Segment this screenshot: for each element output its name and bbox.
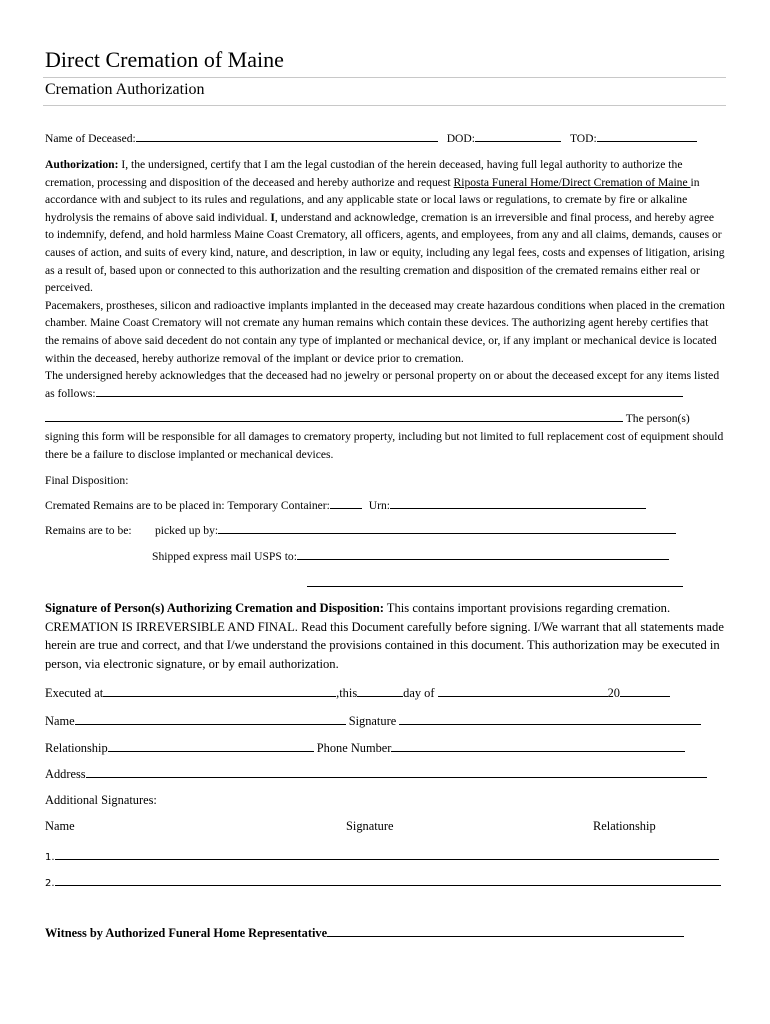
phone-field[interactable] bbox=[391, 740, 685, 752]
executed-label: Executed at bbox=[45, 686, 104, 700]
year-label: 20 bbox=[607, 686, 620, 700]
day-of-label: day of bbox=[403, 686, 435, 700]
page-title: Direct Cremation of Maine bbox=[45, 47, 284, 72]
authorization-bold-i: I bbox=[270, 210, 275, 224]
deceased-row bbox=[45, 130, 697, 148]
provider-name: Riposta Funeral Home/Direct Cremation of Maine bbox=[453, 175, 691, 189]
authorization-paragraph bbox=[45, 156, 725, 402]
additional-signatures-label: Additional Signatures: bbox=[45, 793, 157, 807]
column-signature-label: Signature bbox=[346, 819, 394, 833]
jewelry-text: The undersigned hereby acknowledges that the deceased had no jewelry or personal property on or about the deceased except for any items listed as follows: bbox=[45, 369, 720, 400]
executed-at-field[interactable] bbox=[103, 685, 336, 697]
name-field[interactable] bbox=[75, 713, 346, 725]
subtitle-divider bbox=[43, 105, 726, 106]
year-field[interactable] bbox=[620, 685, 670, 697]
phone-label: Phone Number bbox=[316, 741, 392, 755]
address-field[interactable] bbox=[86, 766, 707, 778]
picked-up-field[interactable] bbox=[218, 522, 676, 534]
additional-row-2 bbox=[45, 873, 721, 891]
deceased-name-field[interactable] bbox=[136, 130, 438, 142]
address-row bbox=[45, 766, 707, 782]
additional-row-1 bbox=[45, 847, 719, 865]
additional-signature-field-2[interactable] bbox=[55, 876, 721, 886]
picked-up-row bbox=[155, 522, 676, 540]
placed-label: Cremated Remains are to be placed in: Temporary Container: bbox=[45, 499, 330, 512]
row-2-number: 2. bbox=[45, 878, 55, 889]
authorization-text-3: , understand and acknowledge, cremation is an irreversible and final process, and hereby agree to indemnify, defend, and hold harmless Maine Coast Crematory, all officers, agents, and employees, from any and all claims, demands, causes or causes of action, and suits of every kind, nature, and description, in law or equity, including any legal fees, costs and expenses of litigation, arising as a result of, based upon or connected to this authorization and the resulting cremation and disposition of the cremated remains either real or perceived. bbox=[45, 210, 725, 295]
remains-label: Remains are to be: bbox=[45, 524, 132, 537]
pacemakers-text: Pacemakers, prostheses, silicon and radioactive implants implanted in the deceased may create hazardous conditions when placed in the cremation chamber. Maine Coast Crematory will not cremate any human remains which contain these devices. The authorizing agent hereby certifies that the remains of above said decedent do not contain any type of implanted or mechanical device, or, if any implant or mechanical device is located within the deceased, hereby authorize removal of the implant or device prior to cremation. bbox=[45, 298, 725, 365]
relationship-row bbox=[45, 740, 685, 756]
tod-label: TOD: bbox=[569, 132, 597, 145]
relationship-field[interactable] bbox=[108, 740, 314, 752]
signature-field[interactable] bbox=[399, 713, 701, 725]
authorization-text-2: in accordance with and subject to its rules and regulations, and any applicable state or local laws or regulations, to cremate by fire or alkaline hydrolysis the remains of above said individual. bbox=[45, 175, 700, 224]
temporary-container-field[interactable] bbox=[330, 497, 362, 509]
row-1-number: 1. bbox=[45, 852, 55, 863]
placed-row bbox=[45, 497, 646, 515]
dod-field[interactable] bbox=[475, 130, 561, 142]
additional-signature-field-1[interactable] bbox=[55, 850, 719, 860]
day-field[interactable] bbox=[357, 685, 403, 697]
shipped-address-field[interactable] bbox=[297, 548, 669, 560]
name-label: Name bbox=[45, 714, 75, 728]
urn-label: Urn: bbox=[368, 499, 391, 512]
page-subtitle: Cremation Authorization bbox=[45, 81, 205, 98]
persons-row bbox=[45, 410, 690, 428]
signature-label: Signature bbox=[348, 714, 397, 728]
deceased-name-label: Name of Deceased: bbox=[45, 132, 136, 145]
shipped-label: Shipped express mail USPS to: bbox=[152, 550, 297, 563]
jewelry-items-field-2[interactable] bbox=[45, 410, 623, 422]
witness-signature-field[interactable] bbox=[327, 925, 684, 937]
shipped-address-field-2[interactable] bbox=[307, 574, 683, 587]
this-label: ,this bbox=[336, 686, 358, 700]
witness-row bbox=[45, 925, 684, 941]
column-name-label: Name bbox=[45, 819, 75, 833]
final-disposition-label: Final Disposition: bbox=[45, 474, 129, 487]
tod-field[interactable] bbox=[597, 130, 697, 142]
relationship-label: Relationship bbox=[45, 741, 108, 755]
address-label: Address bbox=[45, 767, 86, 781]
column-relationship-label: Relationship bbox=[593, 819, 656, 833]
picked-up-label: picked up by: bbox=[155, 524, 219, 537]
persons-responsible-text: signing this form will be responsible for all damages to crematory property, including but not limited to full replacement cost of equipment should there be a failure to disclose implanted or mechanical devices. bbox=[45, 430, 724, 461]
authorization-heading: Authorization: bbox=[45, 158, 119, 171]
dod-label: DOD: bbox=[446, 132, 476, 145]
title-divider bbox=[43, 77, 726, 78]
signature-paragraph bbox=[45, 599, 725, 673]
signature-heading: Signature of Person(s) Authorizing Cremation and Disposition: bbox=[45, 601, 384, 615]
jewelry-items-field[interactable] bbox=[96, 385, 683, 397]
shipped-row bbox=[152, 548, 669, 566]
urn-field[interactable] bbox=[390, 497, 646, 509]
witness-label: Witness by Authorized Funeral Home Representative bbox=[45, 926, 328, 940]
authorization-text-1: I, the undersigned, certify that I am the legal custodian of the herein deceased, having full legal authority to authorize the cremation, processing and disposition of the deceased and hereby authorize and request bbox=[45, 158, 683, 189]
executed-row bbox=[45, 685, 670, 701]
name-row bbox=[45, 713, 701, 729]
signature-text: This contains important provisions regarding cremation. CREMATION IS IRREVERSIBLE AND FINAL. Read this Document carefully before signing. I/We warrant that all statements made herein are true and correct, and that I/we understand the provisions contained in this document. This authorization may be executed in person, via electronic signature, or by email authorization. bbox=[45, 601, 724, 671]
persons-responsible-label: The person(s) bbox=[625, 412, 690, 425]
month-field[interactable] bbox=[438, 685, 608, 697]
